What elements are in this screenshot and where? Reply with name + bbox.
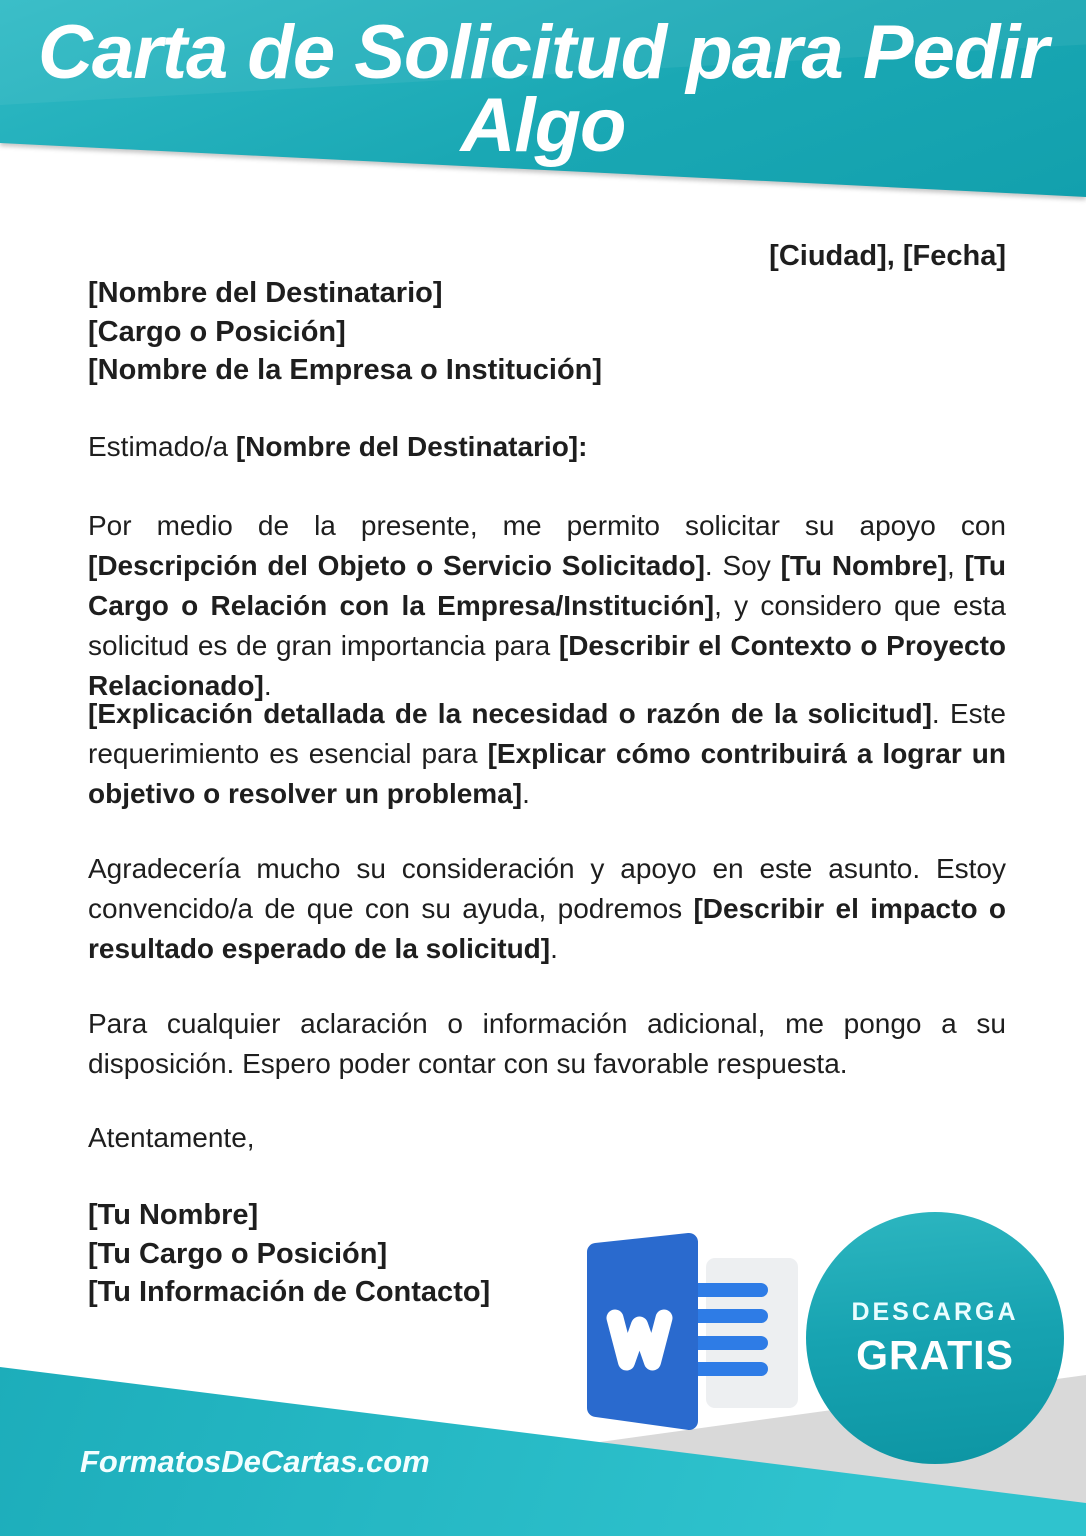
title-line-2: Algo: [460, 83, 626, 168]
badge-gratis-label: GRATIS: [856, 1331, 1014, 1378]
paragraph-4: [88, 1004, 1006, 1084]
text-run: ,: [946, 550, 965, 581]
word-text-line-1: [686, 1283, 768, 1297]
text-run: Agradecería mucho su consideración y apoyo en este asunto. Estoy convencido/a de que con su ayuda, podremos: [88, 853, 1006, 924]
page-title: [0, 10, 1086, 168]
placeholder-bold-run: [Tu Cargo o Relación con la Empresa/Institución]: [88, 550, 1006, 621]
placeholder-bold-run: [Describir el impacto o resultado esperado de la solicitud]: [88, 893, 1006, 964]
word-text-line-4: [686, 1362, 768, 1376]
text-run: Por medio de la presente, me permito solicitar su apoyo con: [88, 510, 1006, 541]
word-text-line-2: [686, 1309, 768, 1323]
word-text-line-3: [686, 1336, 768, 1350]
text-run: . Este requerimiento es esencial para: [88, 698, 1006, 769]
recipient-line: [Cargo o Posición]: [88, 315, 346, 348]
word-file-icon: [578, 1226, 830, 1436]
footer-site-link[interactable]: FormatosDeCartas.com: [80, 1444, 430, 1479]
download-badge[interactable]: [806, 1212, 1064, 1464]
paragraph-3: [88, 849, 1006, 969]
paragraph-1: [88, 506, 1006, 706]
recipient-line: [Nombre de la Empresa o Institución]: [88, 354, 603, 386]
recipient-block: [88, 274, 1006, 390]
badge-descarga-label: DESCARGA: [851, 1297, 1019, 1326]
closing-line: Atentamente,: [88, 1122, 255, 1153]
signature-line: [Tu Nombre]: [88, 1199, 259, 1231]
title-line-1: Carta de Solicitud para Pedir: [38, 10, 1048, 95]
text-run: .: [550, 933, 558, 964]
text-run: .: [263, 670, 272, 701]
paragraph-2: [88, 694, 1006, 814]
placeholder-bold-run: [Explicación detallada de la necesidad o razón de la solicitud]: [88, 698, 932, 729]
greeting-prefix: Estimado/a: [88, 431, 236, 462]
text-run: , y considero que esta solicitud es de gran importancia para: [88, 590, 1006, 661]
date-line: [Ciudad], [Fecha]: [769, 240, 1006, 272]
signature-line: [Tu Cargo o Posición]: [88, 1237, 388, 1270]
text-run: Para cualquier aclaración o información adicional, me pongo a su disposición. Espero poder contar con su favorable respuesta.: [88, 1008, 1006, 1079]
signature-line: [Tu Información de Contacto]: [88, 1276, 491, 1308]
greeting-colon: :: [578, 431, 588, 462]
text-run: . Soy: [704, 550, 781, 581]
word-page-shape: [706, 1258, 798, 1408]
placeholder-bold-run: [Descripción del Objeto o Servicio Solicitado]: [88, 550, 705, 581]
placeholder-bold-run: [Explicar cómo contribuirá a lograr un objetivo o resolver un problema]: [88, 738, 1006, 809]
placeholder-bold-run: [Describir el Contexto o Proyecto Relacionado]: [88, 630, 1006, 701]
header-banner: [0, 0, 1086, 210]
greeting-placeholder: [Nombre del Destinatario]: [235, 431, 579, 462]
placeholder-bold-run: [Tu Nombre]: [780, 550, 947, 581]
text-run: .: [522, 778, 530, 809]
greeting-line: [88, 427, 1006, 467]
recipient-line: [Nombre del Destinatario]: [88, 277, 443, 309]
